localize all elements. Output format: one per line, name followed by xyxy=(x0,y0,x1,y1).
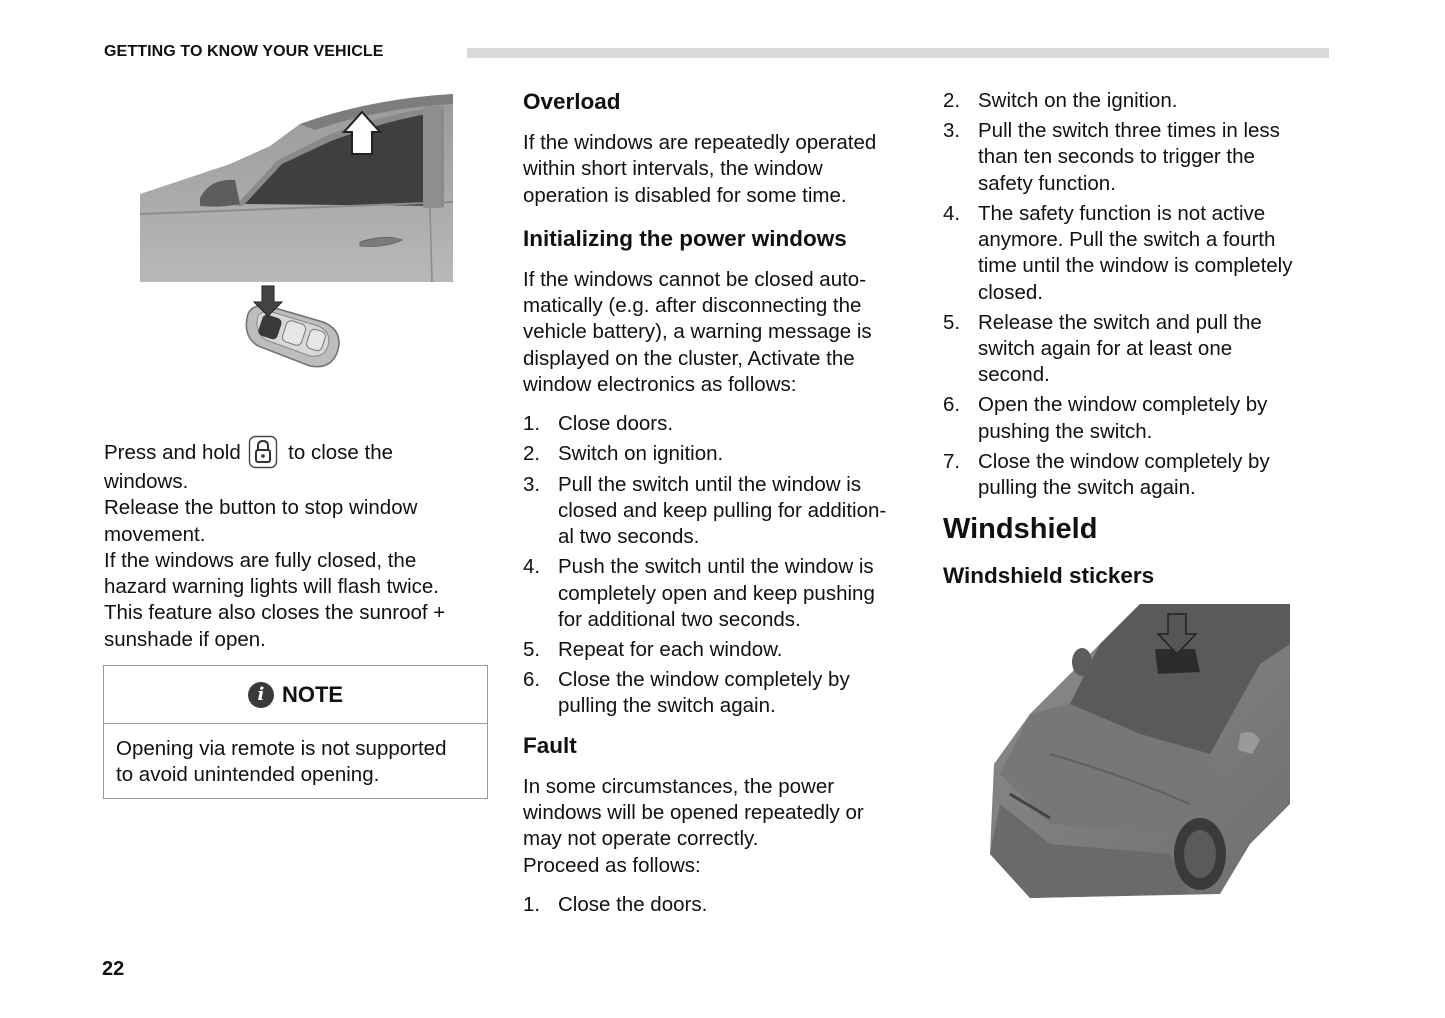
step-line: The safety function is not active xyxy=(978,201,1266,225)
list-item xyxy=(943,449,1343,502)
step-number: 4. xyxy=(943,201,961,225)
step-number: 3. xyxy=(523,472,541,496)
step-line: pushing the switch. xyxy=(978,419,1153,443)
body-line: movement. xyxy=(104,522,206,546)
step-line: safety function. xyxy=(978,171,1116,195)
fault-steps-continued xyxy=(943,88,1343,501)
body-line: sunshade if open. xyxy=(104,627,266,651)
step-line: switch again for at least one xyxy=(978,337,1233,361)
body-line: operation is disabled for some time. xyxy=(523,183,847,207)
step-line: Pull the switch until the window is xyxy=(558,472,862,496)
step-line: pulling the switch again. xyxy=(558,694,776,718)
note-title: NOTE xyxy=(281,681,344,707)
page-number: 22 xyxy=(102,958,125,980)
step-line: pulling the switch again. xyxy=(978,476,1196,500)
body-line: within short intervals, the window xyxy=(523,157,823,181)
heading-fault: Fault xyxy=(523,732,577,758)
step-line: for additional two seconds. xyxy=(558,607,801,631)
step-line: al two seconds. xyxy=(558,525,700,549)
list-item xyxy=(943,310,1343,389)
note-box xyxy=(103,665,488,799)
lock-icon xyxy=(248,435,278,469)
body-line: may not operate correctly. xyxy=(523,827,759,851)
body-line: windows. xyxy=(104,470,189,493)
step-line: Close doors. xyxy=(558,412,674,436)
step-line: Switch on ignition. xyxy=(558,442,724,466)
remote-key-figure xyxy=(238,284,350,376)
column-3 xyxy=(943,88,1343,589)
press-hold-paragraph xyxy=(104,435,484,653)
list-item xyxy=(943,118,1343,197)
list-item xyxy=(523,411,923,437)
note-line: to avoid unintended opening. xyxy=(116,763,380,787)
note-line: Opening via remote is not supported xyxy=(116,737,447,760)
step-line: Pull the switch three times in less xyxy=(978,119,1280,143)
body-line: matically (e.g. after disconnecting the xyxy=(523,294,862,318)
header-title: GETTING TO KNOW YOUR VEHICLE xyxy=(104,43,384,60)
step-line: Open the window completely by xyxy=(978,393,1268,417)
note-body xyxy=(104,724,487,789)
step-number: 6. xyxy=(943,393,961,417)
list-item xyxy=(523,667,923,720)
press-hold-after-text: to close the xyxy=(288,441,394,464)
body-line: vehicle battery), a warning message is xyxy=(523,320,872,344)
body-line: hazard warning lights will flash twice. xyxy=(104,575,439,599)
step-number: 5. xyxy=(943,310,961,334)
init-steps-list xyxy=(523,411,923,719)
list-item xyxy=(523,892,923,918)
column-2 xyxy=(523,89,923,922)
body-line: windows will be opened repeatedly or xyxy=(523,800,864,824)
step-line: time until the window is completely xyxy=(978,254,1293,278)
overload-paragraph xyxy=(523,130,923,209)
step-line: Switch on the ignition. xyxy=(978,89,1178,112)
body-line: In some circumstances, the power xyxy=(523,774,835,798)
body-line: If the windows cannot be closed auto- xyxy=(523,267,867,291)
list-item xyxy=(523,554,923,633)
info-icon: i xyxy=(248,682,274,708)
fault-paragraph xyxy=(523,774,923,879)
list-item xyxy=(943,88,1343,114)
body-line: If the windows are fully closed, the xyxy=(104,548,417,572)
heading-initializing: Initializing the power windows xyxy=(523,225,847,251)
body-line: window electronics as follows: xyxy=(523,373,797,397)
step-number: 1. xyxy=(523,412,541,436)
car-front-figure xyxy=(990,604,1290,898)
list-item xyxy=(523,637,923,663)
body-line: displayed on the cluster, Activate the xyxy=(523,346,855,370)
init-paragraph xyxy=(523,267,923,398)
note-header xyxy=(104,666,487,724)
step-line: Close the doors. xyxy=(558,892,708,916)
list-item xyxy=(943,392,1343,445)
body-line: Proceed as follows: xyxy=(523,853,701,877)
step-line: closed. xyxy=(978,280,1043,304)
list-item xyxy=(943,201,1343,306)
step-number: 1. xyxy=(523,892,541,916)
body-line: This feature also closes the sunroof + xyxy=(104,601,446,625)
list-item xyxy=(523,441,923,467)
step-number: 5. xyxy=(523,637,541,661)
step-line: anymore. Pull the switch a fourth xyxy=(978,228,1276,252)
step-number: 7. xyxy=(943,449,961,473)
step-line: second. xyxy=(978,363,1050,387)
step-line: than ten seconds to trigger the xyxy=(978,145,1255,169)
step-number: 2. xyxy=(523,442,541,466)
step-number: 6. xyxy=(523,668,541,692)
fault-steps-list xyxy=(523,892,923,918)
step-line: completely open and keep pushing xyxy=(558,581,875,605)
step-number: 2. xyxy=(943,89,961,112)
step-line: closed and keep pulling for addition- xyxy=(558,498,887,522)
body-line: If the windows are repeatedly operated xyxy=(523,131,877,154)
step-number: 4. xyxy=(523,555,541,579)
heading-windshield: Windshield xyxy=(943,513,1098,546)
press-hold-text: Press and hold xyxy=(104,441,241,464)
step-line: Push the switch until the window is xyxy=(558,555,874,579)
header-rule xyxy=(467,48,1329,58)
car-window-figure xyxy=(140,94,453,282)
heading-overload: Overload xyxy=(523,89,621,114)
step-line: Close the window completely by xyxy=(978,449,1270,473)
step-line: Release the switch and pull the xyxy=(978,310,1262,334)
body-line: Release the button to stop window xyxy=(104,496,418,520)
step-line: Repeat for each window. xyxy=(558,637,783,661)
list-item xyxy=(523,472,923,551)
heading-windshield-stickers: Windshield stickers xyxy=(943,563,1155,589)
step-number: 3. xyxy=(943,119,961,143)
step-line: Close the window completely by xyxy=(558,668,850,692)
